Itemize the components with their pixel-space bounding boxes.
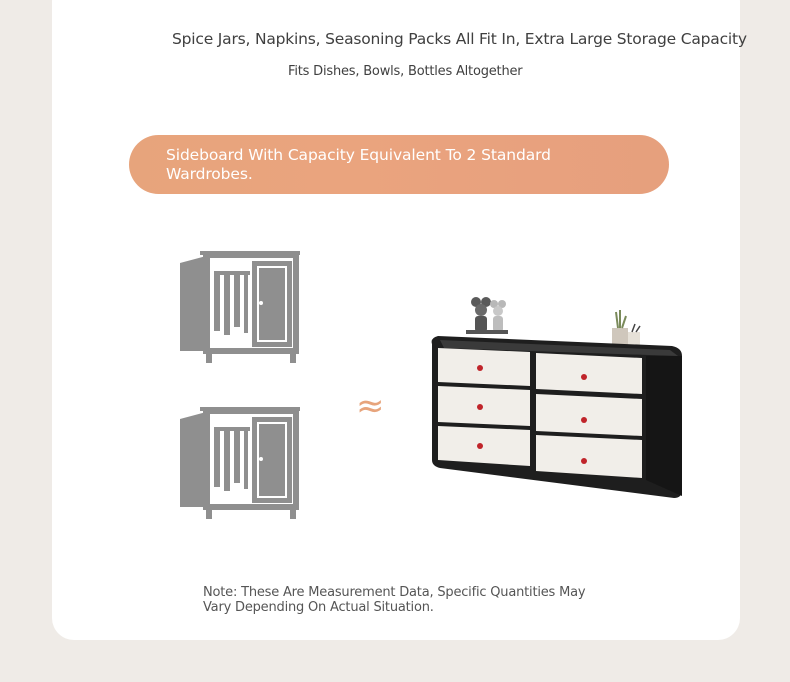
subheadline: Fits Dishes, Bowls, Bottles Altogether	[288, 64, 523, 79]
drawer-front	[438, 348, 530, 386]
sideboard-product-image	[420, 290, 690, 505]
wardrobe-icon	[178, 249, 302, 365]
drawer-front	[438, 386, 530, 426]
drawer-front	[438, 426, 530, 466]
capacity-banner	[129, 135, 669, 194]
measurement-note: Note: These Are Measurement Data, Specific Quantities May Vary Depending On Actual Situation.	[203, 585, 586, 615]
drawer-front	[536, 353, 642, 394]
approximately-equal-icon: ≈	[356, 386, 385, 426]
drawer-front	[536, 435, 642, 478]
figurine-decoration	[466, 297, 508, 334]
headline: Spice Jars, Napkins, Seasoning Packs All Fit In, Extra Large Storage Capacity	[172, 30, 747, 48]
wardrobe-icon	[178, 405, 302, 521]
banner-text: Sideboard With Capacity Equivalent To 2 Standard Wardrobes.	[166, 146, 551, 183]
drawer-front	[536, 394, 642, 436]
